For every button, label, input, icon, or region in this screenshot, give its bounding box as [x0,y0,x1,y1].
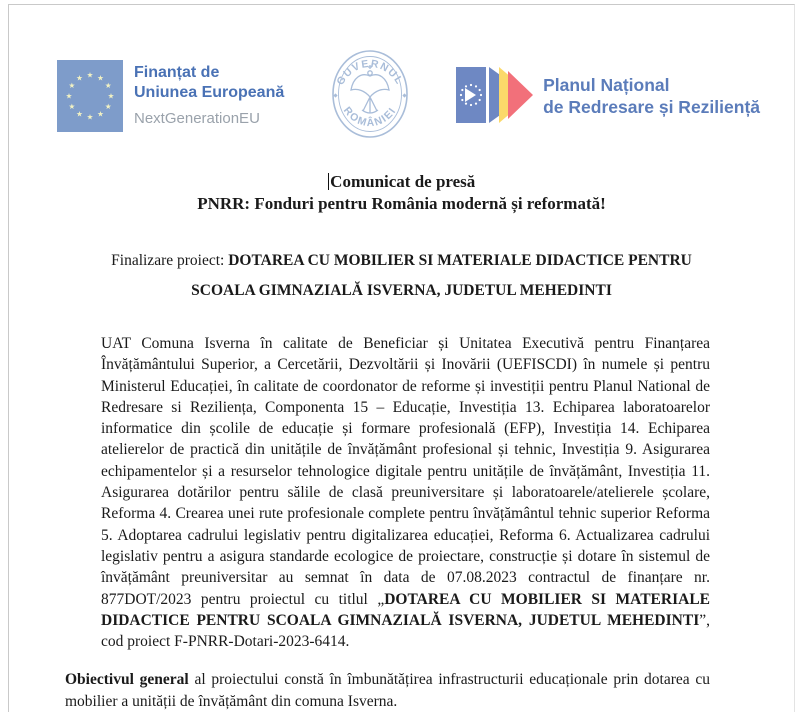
objective-paragraph[interactable] [65,669,710,712]
svg-text:★: ★ [97,72,104,82]
gov-romania-seal-icon [325,47,415,141]
eu-funded-line1: Finanțat de [134,64,220,81]
eu-funding-logo [57,60,284,132]
pnrr-name-text [543,74,760,118]
pnrr-flag-icon [456,66,534,126]
subtitle-project-title: DOTAREA CU MOBILIER SI MATERIALE DIDACTICE PENTRU SCOALA GIMNAZIALĂ ISVERNA, JUDETUL MEHEDINTI [191,252,692,299]
svg-text:★: ★ [97,109,104,119]
eu-funding-text [134,63,284,128]
svg-text:★: ★ [104,101,112,111]
heading-line1: Comunicat de presă [9,171,794,193]
gov-seal-top-text: GUVERNUL [334,57,406,88]
svg-text:★: ★ [65,91,73,100]
svg-text:★: ★ [68,80,76,90]
svg-text:★: ★ [76,72,83,82]
svg-text:★: ★ [107,91,115,100]
main-text-after: ”, cod proiect F-PNRR-Dotari-2023-6414. [101,611,710,651]
project-subtitle[interactable] [89,246,714,306]
svg-text:★: ★ [86,112,94,121]
main-project-title-bold: DOTAREA CU MOBILIER SI MATERIALE DIDACTICE PENTRU SCOALA GIMNAZIALĂ ISVERNA, JUDETUL MEHEDINTI [101,590,710,629]
pnrr-logo [456,66,760,126]
press-release-heading[interactable] [9,171,794,215]
objective-text: al proiectului constă în îmbunătățirea infrastructurii educaționale prin dotarea cu mobilier a unității de învățământ din comuna Isverna. [65,671,711,710]
objective-label: Obiectivul general [65,671,189,689]
svg-text:★: ★ [68,101,76,111]
heading-line2: PNRR: Fonduri pentru România modernă și reformată! [197,194,606,213]
text-cursor [328,173,330,190]
svg-text:★: ★ [86,70,94,79]
main-paragraph[interactable] [101,333,710,652]
main-text-before: UAT Comuna Isverna în calitate de Beneficiar și Unitatea Executivă pentru Finanțarea Învățământului Superior, a Cercetării, Dezvoltării și Inovării (UEFISCDI) în numele și pentru Ministerul Educației, în calitate de coordonator de reforme și investiții pentru Planul National de Redresare si Reziliența, Componenta 15 – Educație, Investiția 13. Echiparea laboratoarelor informatice din școlile de educație și formare profesională (EFP), Investiția 14. Echiparea atelierelor de practică din unitățile de învățământ profesional și tehnic, Investiția 9. Asigurarea echipamentelor și a resurselor tehnologice digitale pentru unitățile de învățământ, Investiția 11. Asigurarea dotărilor pentru sălile de clasă preuniversitare și laboratoarele/atelierele școlare, Reforma 4. Crearea unei rute profesionale complete pentru învățământul tehnic superior Reforma 5. Adoptarea cadrului legislativ pentru digitalizarea educației, Reforma 6. Actualizarea cadrului legislativ pentru a asigura standarde ecologice de proiectare, construcție și dotare în sistemul de învățământ preuniversitar au semnat în data de 07.08.2023 contractul de finanțare nr. 877DOT/2023 pentru proiectul cu titlul „ [101,335,710,608]
gov-romania-logo [325,47,415,146]
gov-seal-bottom-text: ROMÂNIEI [341,104,400,130]
nextgeneu-label: NextGenerationEU [134,110,260,127]
subtitle-prefix: Finalizare proiect: [111,252,229,269]
svg-text:★: ★ [104,80,112,90]
funding-logos-row [9,5,794,146]
eu-funded-line2: Uniunea Europeană [134,84,285,101]
document-page [8,4,795,712]
pnrr-name-line2: de Redresare și Reziliență [543,96,760,117]
eu-flag-icon [57,60,123,132]
svg-text:★: ★ [76,109,83,119]
pnrr-name-line1: Planul Național [543,74,670,95]
